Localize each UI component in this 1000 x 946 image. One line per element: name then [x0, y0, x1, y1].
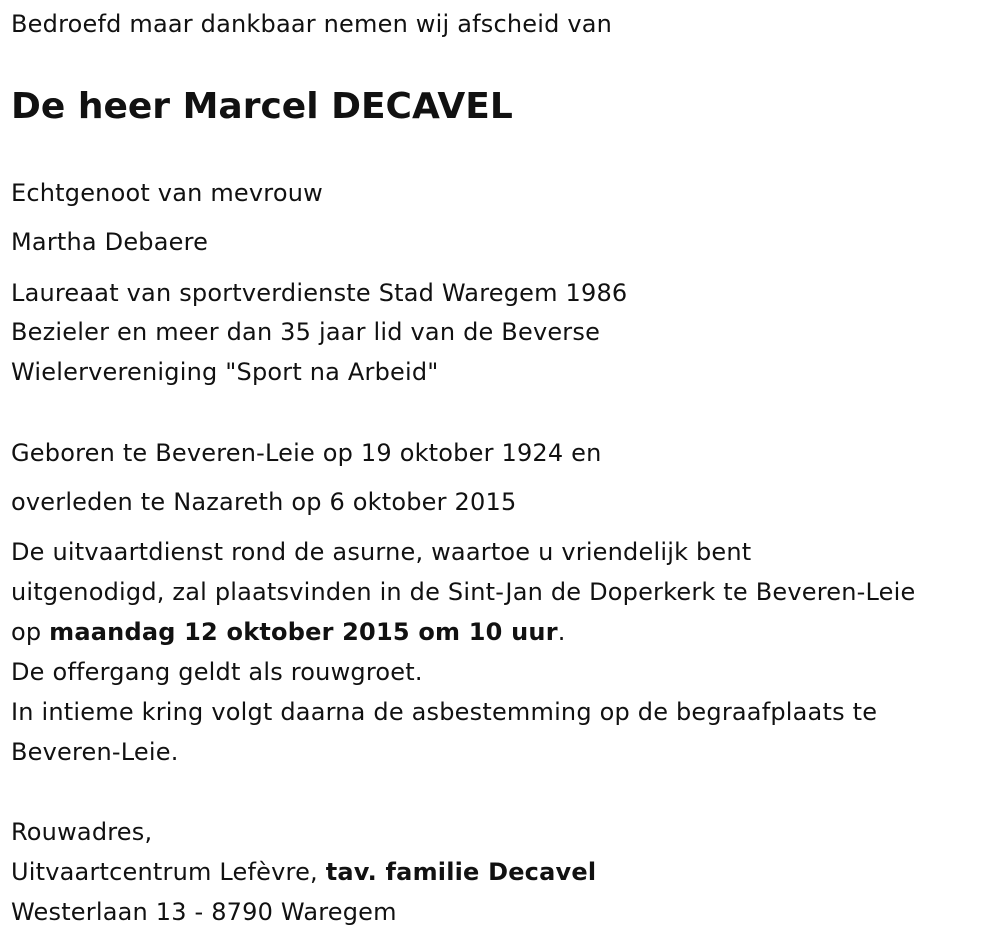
spouse-name: Martha Debaere	[11, 228, 209, 256]
bio-line-2: Bezieler en meer dan 35 jaar lid van de Beverse	[11, 318, 601, 346]
address-label: Rouwadres,	[11, 818, 153, 846]
service-date: maandag 12 oktober 2015 om 10 uur	[49, 618, 558, 646]
burial-line-2: Beveren-Leie.	[11, 738, 179, 766]
address-street: Westerlaan 13 - 8790 Waregem	[11, 898, 397, 926]
death-text: overleden te Nazareth op 6 oktober 2015	[11, 488, 517, 516]
service-line-2: uitgenodigd, zal plaatsvinden in de Sint-Jan de Doperkerk te Beveren-Leie	[11, 578, 916, 606]
address-center-name: Uitvaartcentrum Lefèvre,	[11, 858, 326, 886]
service-date-prefix: op	[11, 618, 50, 646]
spouse-label: Echtgenoot van mevrouw	[11, 179, 323, 207]
deceased-name: De heer Marcel DECAVEL	[11, 86, 513, 127]
offering-text: De offergang geldt als rouwgroet.	[11, 658, 423, 686]
intro-text: Bedroefd maar dankbaar nemen wij afscheid van	[11, 10, 613, 38]
service-line-1: De uitvaartdienst rond de asurne, waartoe u vriendelijk bent	[11, 538, 752, 566]
bio-line-1: Laureaat van sportverdienste Stad Waregem 1986	[11, 279, 628, 307]
bio-line-3: Wielervereniging "Sport na Arbeid"	[11, 358, 439, 386]
birth-text: Geboren te Beveren-Leie op 19 oktober 1924 en	[11, 439, 602, 467]
address-family: tav. familie Decavel	[325, 858, 597, 886]
address-center	[11, 858, 596, 886]
burial-line-1: In intieme kring volgt daarna de asbestemming op de begraafplaats te	[11, 698, 878, 726]
service-date-suffix: .	[557, 618, 566, 646]
service-line-3	[11, 618, 566, 646]
